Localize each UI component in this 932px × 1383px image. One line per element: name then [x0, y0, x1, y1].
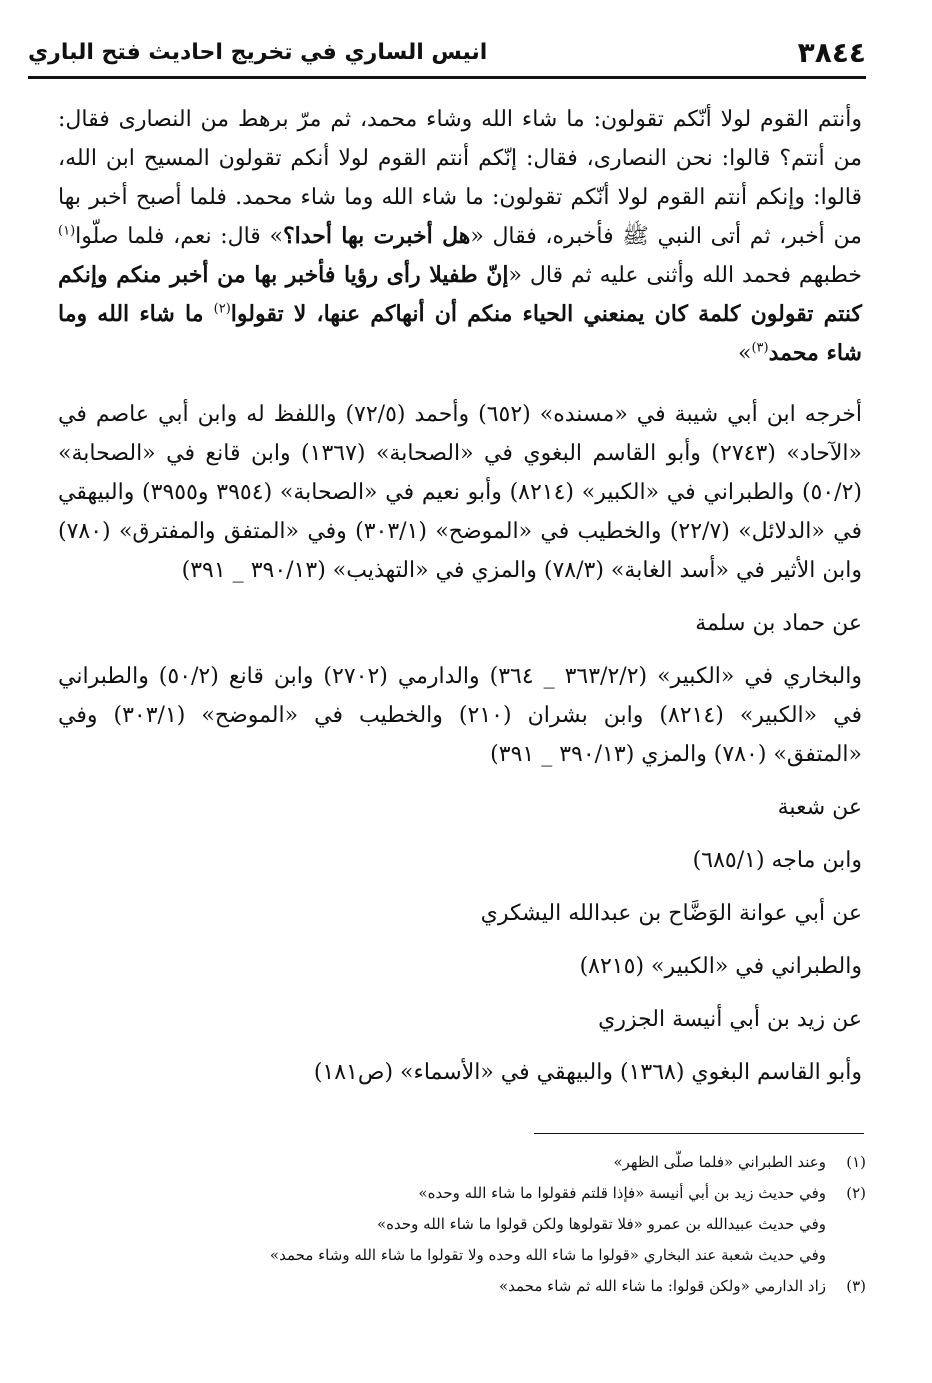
footnote-marker-1: (١)	[58, 223, 76, 239]
footnote-1	[58, 1147, 866, 1178]
running-title: انيس الساري في تخريج احاديث فتح الباري	[28, 39, 488, 65]
takhrij-paragraph-1: أخرجه ابن أبي شيبة في «مسنده» (٦٥٢) وأحمد (٧٢/٥) واللفظ له وابن أبي عاصم في «الآحاد» (٢٧٤٣) وأبو القاسم البغوي في «الصحابة» (١٣٦٧) وابن قانع في «الصحابة» (٥٠/٢) والطبراني في «الكبير» (٨٢١٤) وأبو نعيم في «الصحابة» (٣٩٥٤ و٣٩٥٥) والبيهقي في «الدلائل» (٢٢/٧) والخطيب في «الموضح» (٣٠٣/١) وفي «المتفق والمفترق» (٧٨٠) وابن الأثير في «أسد الغابة» (٧٨/٣) والمزي في «التهذيب» (٣٩٠/١٣ _ ٣٩١)	[58, 402, 863, 583]
footnote-marker-3: (٣)	[751, 340, 769, 356]
page-header	[28, 30, 866, 74]
hadith-quote: ما شاء الله وما شاء محمد	[58, 301, 862, 366]
hadith-text-part: وأنتم القوم لولا أنّكم تقولون: ما شاء الله وشاء محمد، ثم مرّ برهط من النصارى فقال: من أنتم؟ قالوا: نحن النصارى، فقال: إنّكم أنتم القوم لولا أنكم تقولون المسيح ابن الله، قالوا: وإنكم أنتم القوم لولا أنّكم تقولون: ما شاء الله وما شاء محمد. فلما أصبح أخبر بها من أخبر، ثم أتى النبي ﷺ فأخبره، فقال «	[58, 107, 862, 249]
footnote-2-line-3: وفي حديث شعبة عند البخاري «قولوا ما شاء الله وحده ولا تقولوا ما شاء الله وشاء محمد»	[269, 1246, 826, 1264]
footnote-text: وفي حديث زيد بن أبي أنيسة «فإذا قلتم فقولوا ما شاء الله وحده»	[418, 1184, 826, 1202]
isnad-chain-4: عن زيد بن أبي أنيسة الجزري	[598, 1007, 862, 1032]
hadith-text-part: » قال: نعم، فلما صلّوا	[75, 224, 283, 249]
footnotes	[58, 1147, 866, 1302]
footnote-2	[58, 1178, 866, 1209]
isnad-chain-1: عن حماد بن سلمة	[695, 611, 862, 636]
takhrij-paragraph-2: والبخاري في «الكبير» (٣٦٣/٢/٢ _ ٣٦٤) والدارمي (٢٧٠٢) وابن قانع (٥٠/٢) والطبراني في «الكبير» (٨٢١٤) وابن بشران (٢١٠) والخطيب في «الموضح» (٣٠٣/١) وفي «المتفق» (٧٨٠) والمزي (٣٩٠/١٣ _ ٣٩١)	[58, 664, 862, 767]
footnote-text: وعند الطبراني «فلما صلّى الظهر»	[613, 1153, 826, 1171]
hadith-text-part: خطبهم فحمد الله وأثنى عليه ثم قال «	[508, 263, 862, 288]
footnote-text: زاد الدارمي «ولكن قولوا: ما شاء الله ثم شاء محمد»	[498, 1277, 826, 1295]
footnote-2-line-2: وفي حديث عبيدالله بن عمرو «فلا تقولوها ولكن قولوا ما شاء الله وحده»	[376, 1215, 826, 1233]
page-body	[58, 100, 862, 1106]
footnote-3	[58, 1271, 866, 1302]
footnote-number: (٢)	[846, 1184, 866, 1202]
hadith-quote: هل أخبرت بها أحدا؟	[282, 223, 471, 249]
footnote-number: (٣)	[846, 1277, 866, 1295]
footnote-rule	[534, 1133, 864, 1134]
takhrij-line-4: والطبراني في «الكبير» (٨٢١٥)	[579, 954, 862, 979]
footnote-number: (١)	[846, 1153, 866, 1171]
page-number: ٣٨٤٤	[797, 35, 866, 69]
header-rule	[28, 76, 866, 79]
isnad-chain-3: عن أبي عوانة الوَضَّاح بن عبدالله اليشكري	[480, 901, 862, 926]
hadith-text	[58, 100, 862, 373]
footnote-marker-2: (٢)	[213, 301, 231, 317]
hadith-text-part: »	[737, 341, 752, 366]
takhrij-line-5: وأبو القاسم البغوي (١٣٦٨) والبيهقي في «الأسماء» (ص١٨١)	[313, 1060, 862, 1085]
takhrij-line-3: وابن ماجه (٦٨٥/١)	[692, 848, 862, 873]
isnad-chain-2: عن شعبة	[777, 795, 862, 820]
hadith-quote: إنّ طفيلا رأى رؤيا فأخبر بها من أخبر منكم وإنكم كنتم تقولون كلمة كان يمنعني الحياء منكم أن أنهاكم عنها، لا تقولوا	[58, 262, 862, 327]
